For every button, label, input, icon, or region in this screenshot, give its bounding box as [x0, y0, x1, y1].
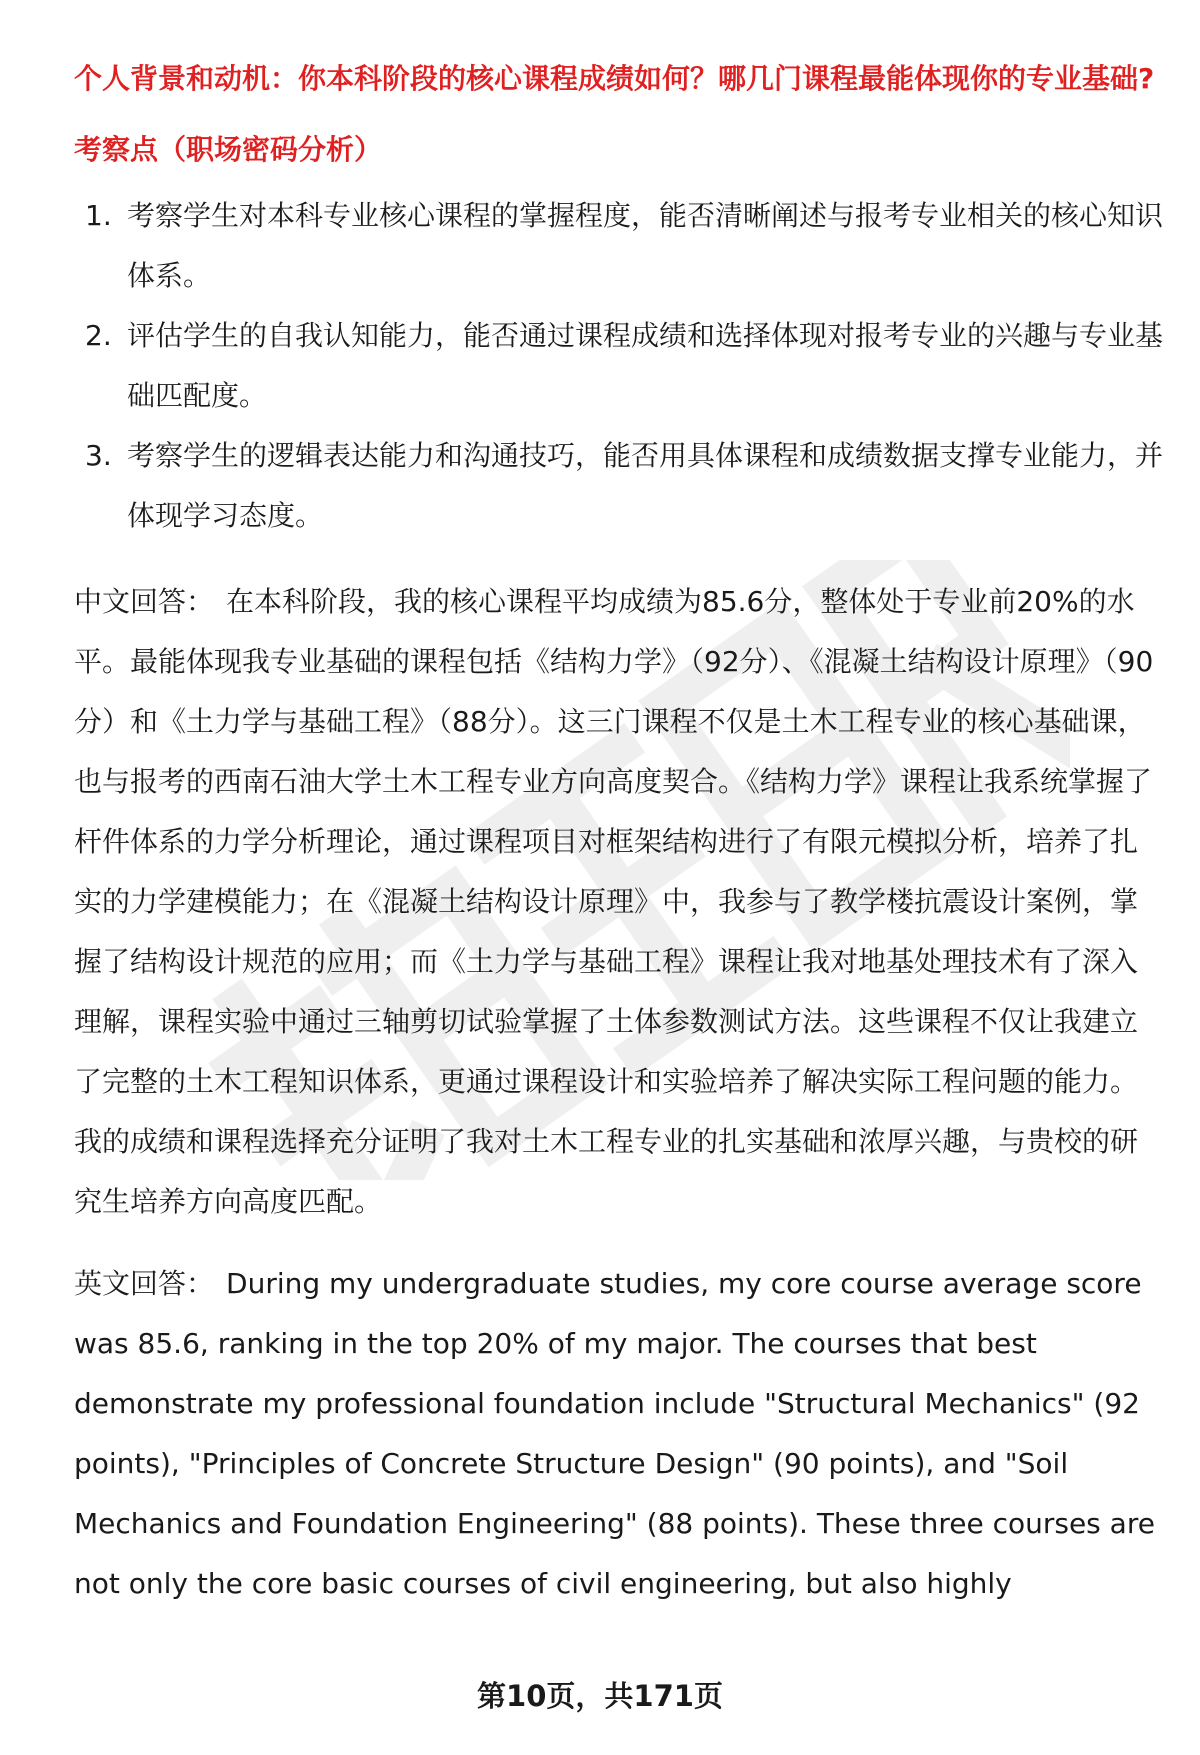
- point-text: 考察学生的逻辑表达能力和沟通技巧，能否用具体课程和成绩数据支撑专业能力，并体现学习态度。: [127, 439, 1164, 532]
- chinese-answer: [74, 572, 1164, 1232]
- point-text: 考察学生对本科专业核心课程的掌握程度，能否清晰阐述与报考专业相关的核心知识体系。: [127, 199, 1164, 292]
- section-title: 考察点（职场密码分析）: [74, 133, 383, 166]
- page-number-footer: 第10页，共171页: [477, 1679, 723, 1713]
- chinese-answer-text: 在本科阶段，我的核心课程平均成绩为85.6分，整体处于专业前20%的水平。最能体现我专业基础的课程包括《结构力学》（92分）、《混凝土结构设计原理》（90分）和《土力学与基础工程》（88分）。这三门课程不仅是土木工程专业的核心基础课，也与报考的西南石油大学土木工程专业方向高度契合。《结构力学》课程让我系统掌握了杆件体系的力学分析理论，通过课程项目对框架结构进行了有限元模拟分析，培养了扎实的力学建模能力；在《混凝土结构设计原理》中，我参与了教学楼抗震设计案例，掌握了结构设计规范的应用；而《土力学与基础工程》课程让我对地基处理技术有了深入理解，课程实验中通过三轴剪切试验掌握了土体参数测试方法。这些课程不仅让我建立了完整的土木工程知识体系，更通过课程设计和实验培养了解决实际工程问题的能力。我的成绩和课程选择充分证明了我对土木工程专业的扎实基础和浓厚兴趣，与贵校的研究生培养方向高度匹配。: [74, 585, 1154, 1218]
- point-text: 评估学生的自我认知能力，能否通过课程成绩和选择体现对报考专业的兴趣与专业基础匹配度。: [127, 319, 1164, 412]
- chinese-answer-label: 中文回答：: [74, 585, 215, 618]
- point-number: 3.: [85, 439, 112, 472]
- assessment-points-list: [74, 186, 1164, 546]
- assessment-point: [74, 306, 1164, 426]
- assessment-point: [74, 426, 1164, 546]
- question-heading: 个人背景和动机：你本科阶段的核心课程成绩如何？哪几门课程最能体现你的专业基础?: [74, 62, 1155, 95]
- document-content: [74, 58, 1164, 1636]
- point-number: 2.: [85, 319, 112, 352]
- english-answer-label: 英文回答：: [74, 1267, 215, 1300]
- point-number: 1.: [85, 199, 112, 232]
- assessment-point: [74, 186, 1164, 306]
- english-answer: [74, 1254, 1164, 1614]
- english-answer-text: During my undergraduate studies, my core course average score was 85.6, ranking in the top 20% of my major. The courses that best demonstrate my professional foundation include "Structural Mechanics" (92 points), "Principles of Concrete Structure Design" (90 points), and "Soil Mechanics and Foundation Engineering" (88 points). These three courses are not only the core basic courses of civil engineering, but also highly: [74, 1267, 1155, 1600]
